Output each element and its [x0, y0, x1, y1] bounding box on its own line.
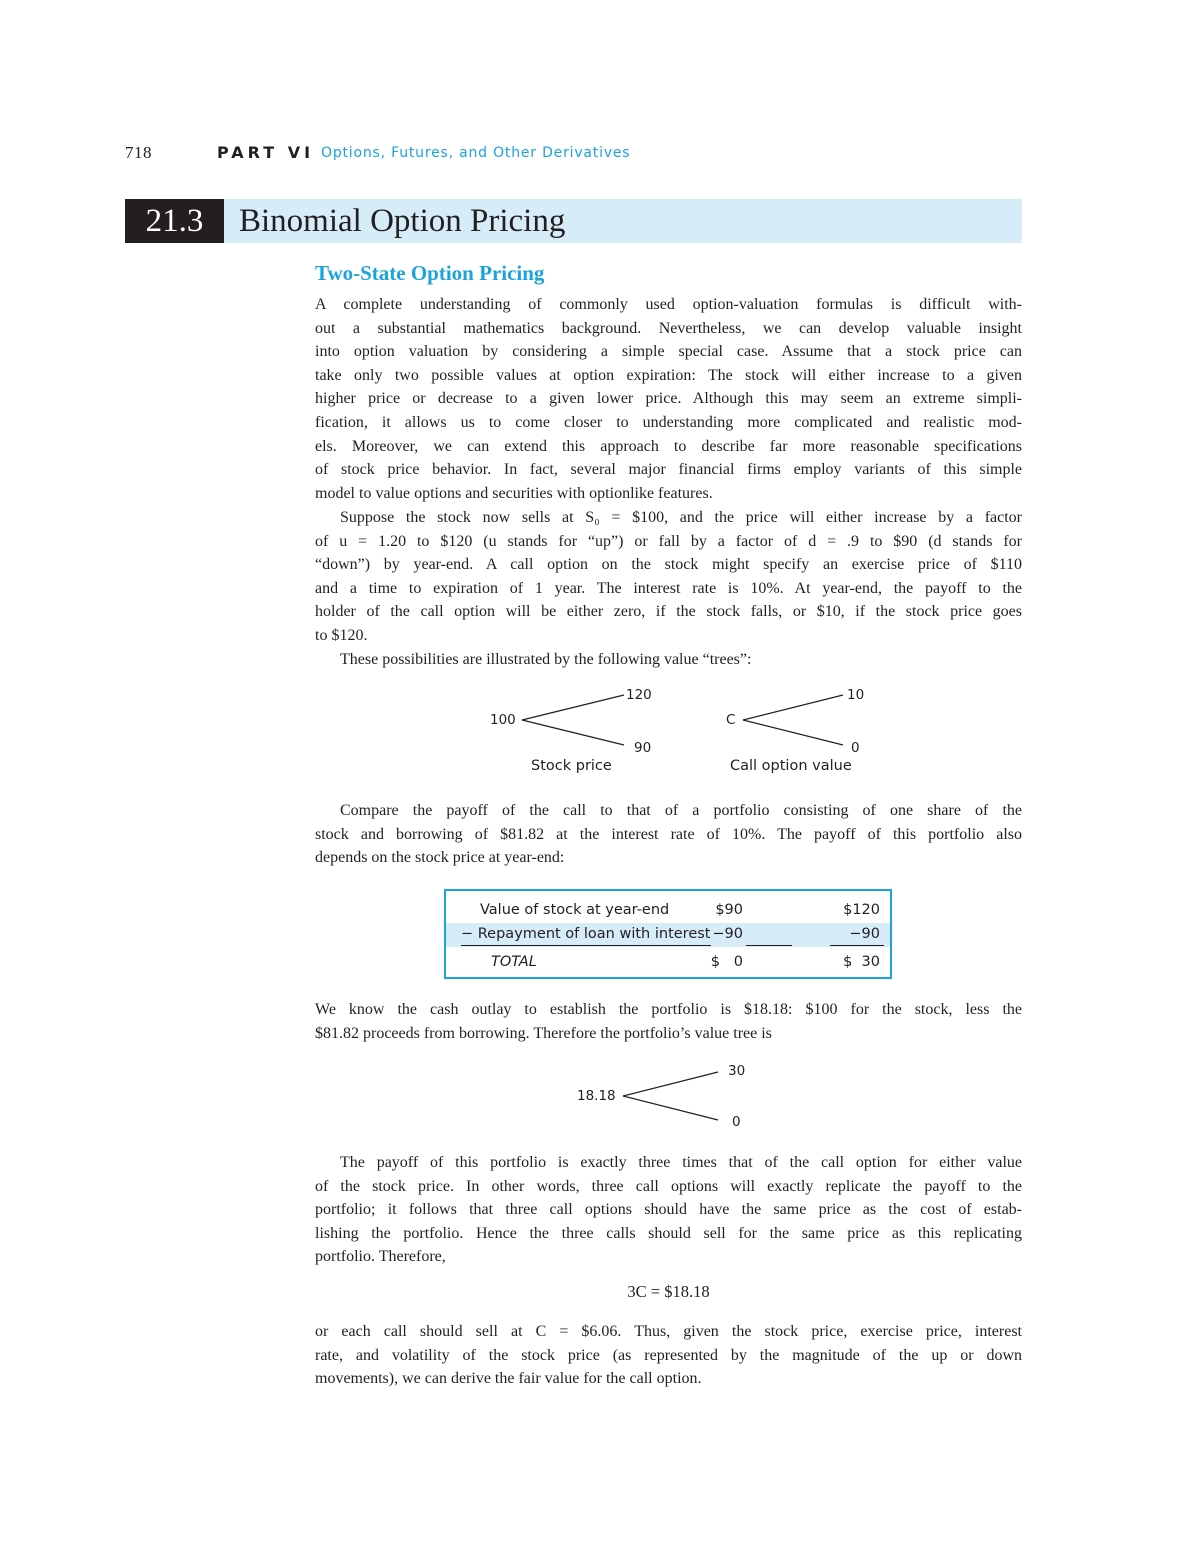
table-row: [446, 951, 890, 975]
part-label: PART VI: [217, 143, 315, 162]
paragraph-2: [315, 506, 1022, 648]
portfolio-up-label: 30: [728, 1063, 746, 1079]
text-line: stock and borrowing of $81.82 at the interest rate of 10%. The payoff of this portfolio also: [315, 825, 1022, 843]
row-value-down: $90: [715, 902, 743, 918]
text-line: These possibilities are illustrated by the following value “trees”:: [340, 651, 752, 668]
section-number: 21.3: [125, 199, 224, 243]
portfolio-payoff-table: [444, 889, 892, 979]
paragraph-5: [315, 998, 1022, 1045]
text-line: Suppose the stock now sells at S₀ = $100, and the price will either increase by a factor: [340, 509, 1022, 526]
text-line: out a substantial mathematics background. Nevertheless, we can develop valuable insight: [315, 319, 1022, 337]
text-line: A complete understanding of commonly used option-valuation formulas is difficult with-: [315, 296, 1022, 313]
text-line: We know the cash outlay to establish the portfolio is $18.18: $100 for the stock, less the: [315, 1001, 1022, 1018]
row-label: Value of stock at year-end: [480, 902, 670, 918]
text-line: rate, and volatility of the stock price (as represented by the magnitude of the up or down: [315, 1346, 1022, 1364]
subheading: Two-State Option Pricing: [315, 261, 545, 285]
text-line: portfolio; it follows that three call options should have the same price as the cost of estab-: [315, 1201, 1022, 1219]
text-line: model to value options and securities with optionlike features.: [315, 484, 713, 502]
stock-tree-caption: Stock price: [531, 758, 612, 774]
text-line: The payoff of this portfolio is exactly three times that of the call option for either value: [340, 1154, 1022, 1171]
text-line: depends on the stock price at year-end:: [315, 849, 565, 867]
text-line: $81.82 proceeds from borrowing. Therefore the portfolio’s value tree is: [315, 1024, 772, 1042]
text-line: of stock price behavior. In fact, several major financial firms employ variants of this simple: [315, 461, 1022, 479]
page-number: 718: [125, 143, 152, 162]
row-value-up: $ 30: [843, 954, 880, 970]
section-title: Binomial Option Pricing: [239, 203, 566, 239]
text-line: holder of the call option will be either zero, if the stock falls, or $10, if the stock price goes: [315, 603, 1022, 621]
row-label: TOTAL: [491, 954, 537, 970]
call-up-label: 10: [847, 687, 865, 703]
table-row: [446, 899, 890, 923]
row-value-down: $ 0: [710, 954, 743, 970]
row-value-up: $120: [843, 902, 880, 918]
text-line: take only two possible values at option expiration: The stock will either increase to a given: [315, 366, 1022, 384]
stock-up-label: 120: [626, 687, 652, 703]
text-line: of the stock price. In other words, three call options will exactly replicate the payoff to the: [315, 1177, 1022, 1195]
text-line: “down”) by year-end. A call option on the stock might specify an exercise price of $110: [315, 556, 1022, 574]
paragraph-3: [315, 648, 1022, 672]
call-down-label: 0: [851, 740, 860, 756]
equation: 3C = $18.18: [627, 1282, 710, 1301]
paragraph-6: [315, 1151, 1022, 1269]
section-banner: [125, 199, 1022, 243]
paragraph-7: [315, 1320, 1022, 1391]
text-line: movements), we can derive the fair value for the call option.: [315, 1370, 702, 1388]
text-line: or each call should sell at C = $6.06. Thus, given the stock price, exercise price, interest: [315, 1323, 1022, 1340]
underline: [746, 945, 792, 946]
part-title: Options, Futures, and Other Derivatives: [321, 145, 631, 161]
stock-root-label: 100: [490, 712, 516, 728]
text-line: of u = 1.20 to $120 (u stands for “up”) or fall by a factor of d = .9 to $90 (d stands for: [315, 532, 1022, 550]
paragraph-4: [315, 799, 1022, 870]
stock-down-label: 90: [634, 740, 652, 756]
paragraph-1: [315, 293, 1022, 505]
portfolio-down-label: 0: [732, 1114, 741, 1130]
text-line: Compare the payoff of the call to that of a portfolio consisting of one share of the: [340, 802, 1022, 819]
call-tree-lines: [723, 686, 923, 756]
text-line: lishing the portfolio. Hence the three calls should sell for the same price as this replicating: [315, 1224, 1022, 1242]
call-tree-caption: Call option value: [730, 758, 852, 774]
row-label: − Repayment of loan with interest: [461, 926, 711, 942]
row-value-down: −90: [712, 926, 743, 942]
table-row: [446, 923, 890, 947]
text-line: and a time to expiration of 1 year. The interest rate is 10%. At year-end, the payoff to the: [315, 579, 1022, 597]
text-line: els. Moreover, we can extend this approach to describe far more reasonable specifications: [315, 437, 1022, 455]
underline: [461, 945, 711, 946]
text-line: to $120.: [315, 626, 368, 644]
text-line: fication, it allows us to come closer to understanding more complicated and realistic mod-: [315, 413, 1022, 431]
call-root-label: C: [726, 712, 736, 728]
text-line: portfolio. Therefore,: [315, 1248, 446, 1266]
underline: [830, 945, 884, 946]
text-line: into option valuation by considering a simple special case. Assume that a stock price can: [315, 343, 1022, 361]
portfolio-root-label: 18.18: [577, 1088, 616, 1104]
row-value-up: −90: [849, 926, 880, 942]
text-line: higher price or decrease to a given lower price. Although this may seem an extreme simpli-: [315, 390, 1022, 408]
